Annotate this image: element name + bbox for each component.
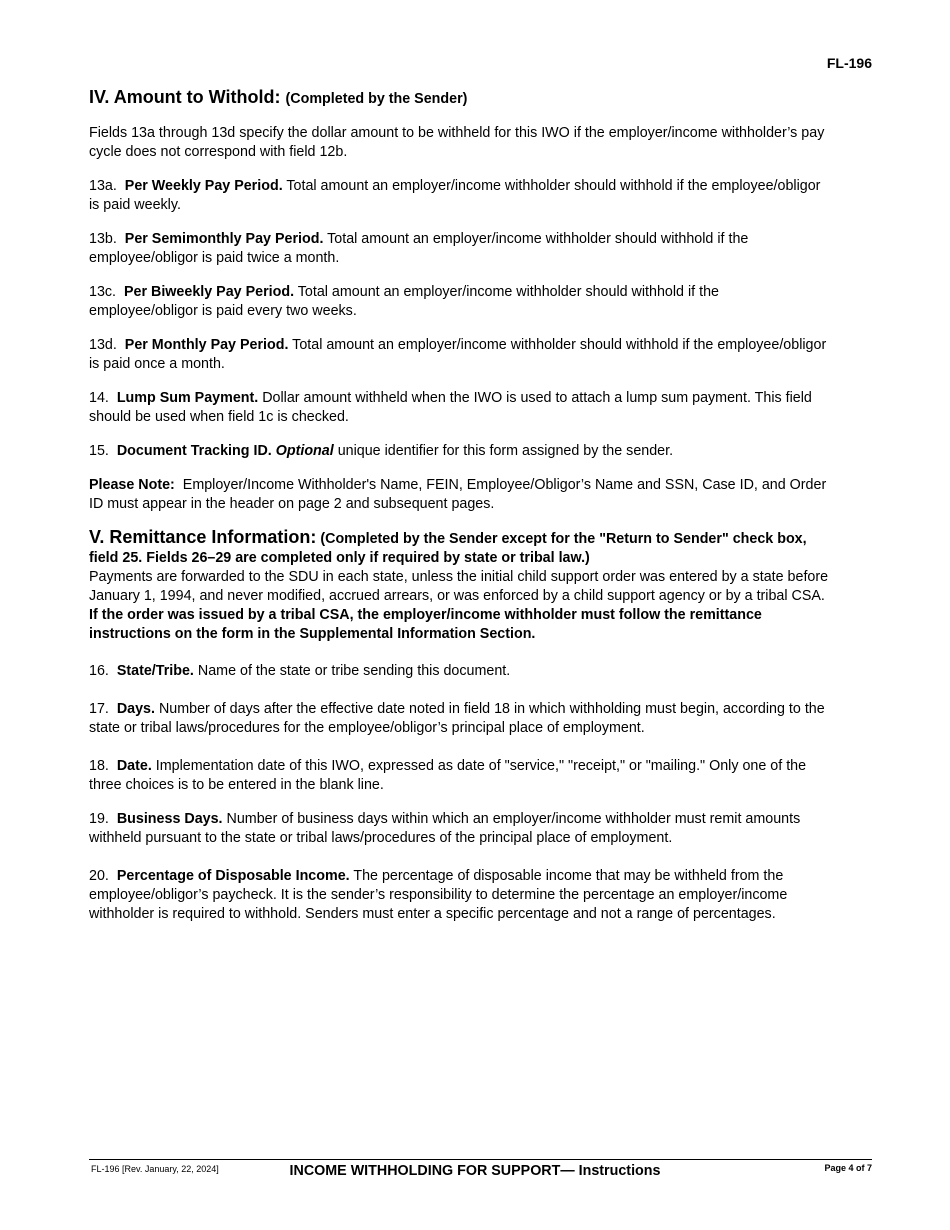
field-label: Business Days. (116, 811, 223, 827)
field-13c (89, 283, 829, 321)
please-note (89, 476, 829, 514)
section-5-intro (89, 568, 829, 644)
field-label: Days. (116, 701, 155, 717)
field-label: Document Tracking ID. (116, 443, 272, 459)
field-20 (89, 867, 829, 924)
field-description: The percentage of disposable income that may be withheld from the employee/obligor’s paycheck. It is the sender’s responsibility to determine the percentage an employer/income withholder is required to withhold. Senders must enter a specific percentage and not a range of percentages. (89, 868, 788, 922)
optional-label: Optional (275, 443, 334, 459)
field-number: 15. (89, 443, 109, 459)
section-5-title: V. Remittance Information: (89, 527, 317, 547)
note-label: Please Note: (89, 477, 175, 493)
field-label: Per Monthly Pay Period. (124, 337, 289, 353)
field-label: Per Semimonthly Pay Period. (124, 231, 324, 247)
field-description: Total amount an employer/income withholder should withhold if the employee/obligor is paid twice a month. (89, 231, 749, 266)
field-number: 13d. (89, 337, 117, 353)
field-description: Total amount an employer/income withholder should withhold if the employee/obligor is paid weekly. (89, 178, 821, 213)
field-label: Percentage of Disposable Income. (116, 868, 350, 884)
field-description: Dollar amount withheld when the IWO is used to attach a lump sum payment. This field should be used when field 1c is checked. (89, 390, 812, 425)
field-description: Number of days after the effective date noted in field 18 in which withholding must begin, according to the state or tribal laws/procedures for the employee/obligor’s principal place of employment. (89, 701, 825, 736)
field-17 (89, 700, 829, 738)
footer-title: INCOME WITHHOLDING FOR SUPPORT— Instructions (289, 1163, 661, 1179)
field-number: 17. (89, 701, 109, 717)
field-description: unique identifier for this form assigned by the sender. (337, 443, 674, 459)
field-description: Number of business days within which an employer/income withholder must remit amounts withheld pursuant to the state or tribal laws/procedures of the principal place of employment. (89, 811, 801, 846)
field-description: Implementation date of this IWO, expressed as date of "service," "receipt," or "mailing." Only one of the three choices is to be entered in the blank line. (89, 758, 807, 793)
field-label: Per Weekly Pay Period. (124, 178, 283, 194)
field-description: Total amount an employer/income withholder should withhold if the employee/obligor is paid every two weeks. (89, 284, 719, 319)
footer-revision: FL-196 [Rev. January, 22, 2024] (91, 1164, 219, 1174)
section-4-subtitle: (Completed by the Sender) (285, 91, 468, 107)
field-label: State/Tribe. (116, 663, 194, 679)
section-5-subtitle: (Completed by the Sender except for the "Return to Sender" check box, field 25. Fields 26–29 are completed only if required by state or tribal law.) (89, 531, 807, 566)
section-5-intro-text: Payments are forwarded to the SDU in each state, unless the initial child support order was entered by a state before January 1, 1994, and never modified, accrued arrears, or was enforced by a child support agency or by a tribal CSA. (89, 569, 829, 604)
section-4-heading (89, 86, 829, 110)
section-4-title: IV. Amount to Withold: (89, 87, 281, 107)
field-description: Name of the state or tribe sending this document. (197, 663, 511, 679)
form-id: FL-196 (826, 55, 872, 71)
field-number: 14. (89, 390, 109, 406)
section-5-intro-bold: If the order was issued by a tribal CSA, the employer/income withholder must follow the remittance instructions on the form in the Supplemental Information Section. (89, 607, 762, 642)
field-description: Total amount an employer/income withholder should withhold if the employee/obligor is paid once a month. (89, 337, 827, 372)
footer-page-number: Page 4 of 7 (824, 1163, 872, 1173)
section-4-intro: Fields 13a through 13d specify the dollar amount to be withheld for this IWO if the employer/income withholder’s pay cycle does not correspond with field 12b. (89, 125, 825, 160)
field-number: 20. (89, 868, 109, 884)
field-14 (89, 389, 829, 427)
field-number: 16. (89, 663, 109, 679)
note-text: Employer/Income Withholder's Name, FEIN, Employee/Obligor’s Name and SSN, Case ID, and Order ID must appear in the header on page 2 and subsequent pages. (89, 477, 827, 512)
field-number: 13b. (89, 231, 117, 247)
field-number: 13a. (89, 178, 117, 194)
section-5-heading (89, 528, 829, 568)
field-number: 19. (89, 811, 109, 827)
field-label: Lump Sum Payment. (116, 390, 259, 406)
field-13d (89, 336, 829, 374)
field-number: 13c. (89, 284, 117, 300)
field-19 (89, 810, 829, 848)
field-label: Date. (116, 758, 152, 774)
field-16 (89, 662, 829, 681)
field-13b (89, 230, 829, 268)
document-body (89, 86, 829, 939)
field-15 (89, 442, 829, 461)
field-13a (89, 177, 829, 215)
field-label: Per Biweekly Pay Period. (123, 284, 295, 300)
field-number: 18. (89, 758, 109, 774)
footer-divider (89, 1159, 872, 1160)
field-18 (89, 757, 829, 795)
